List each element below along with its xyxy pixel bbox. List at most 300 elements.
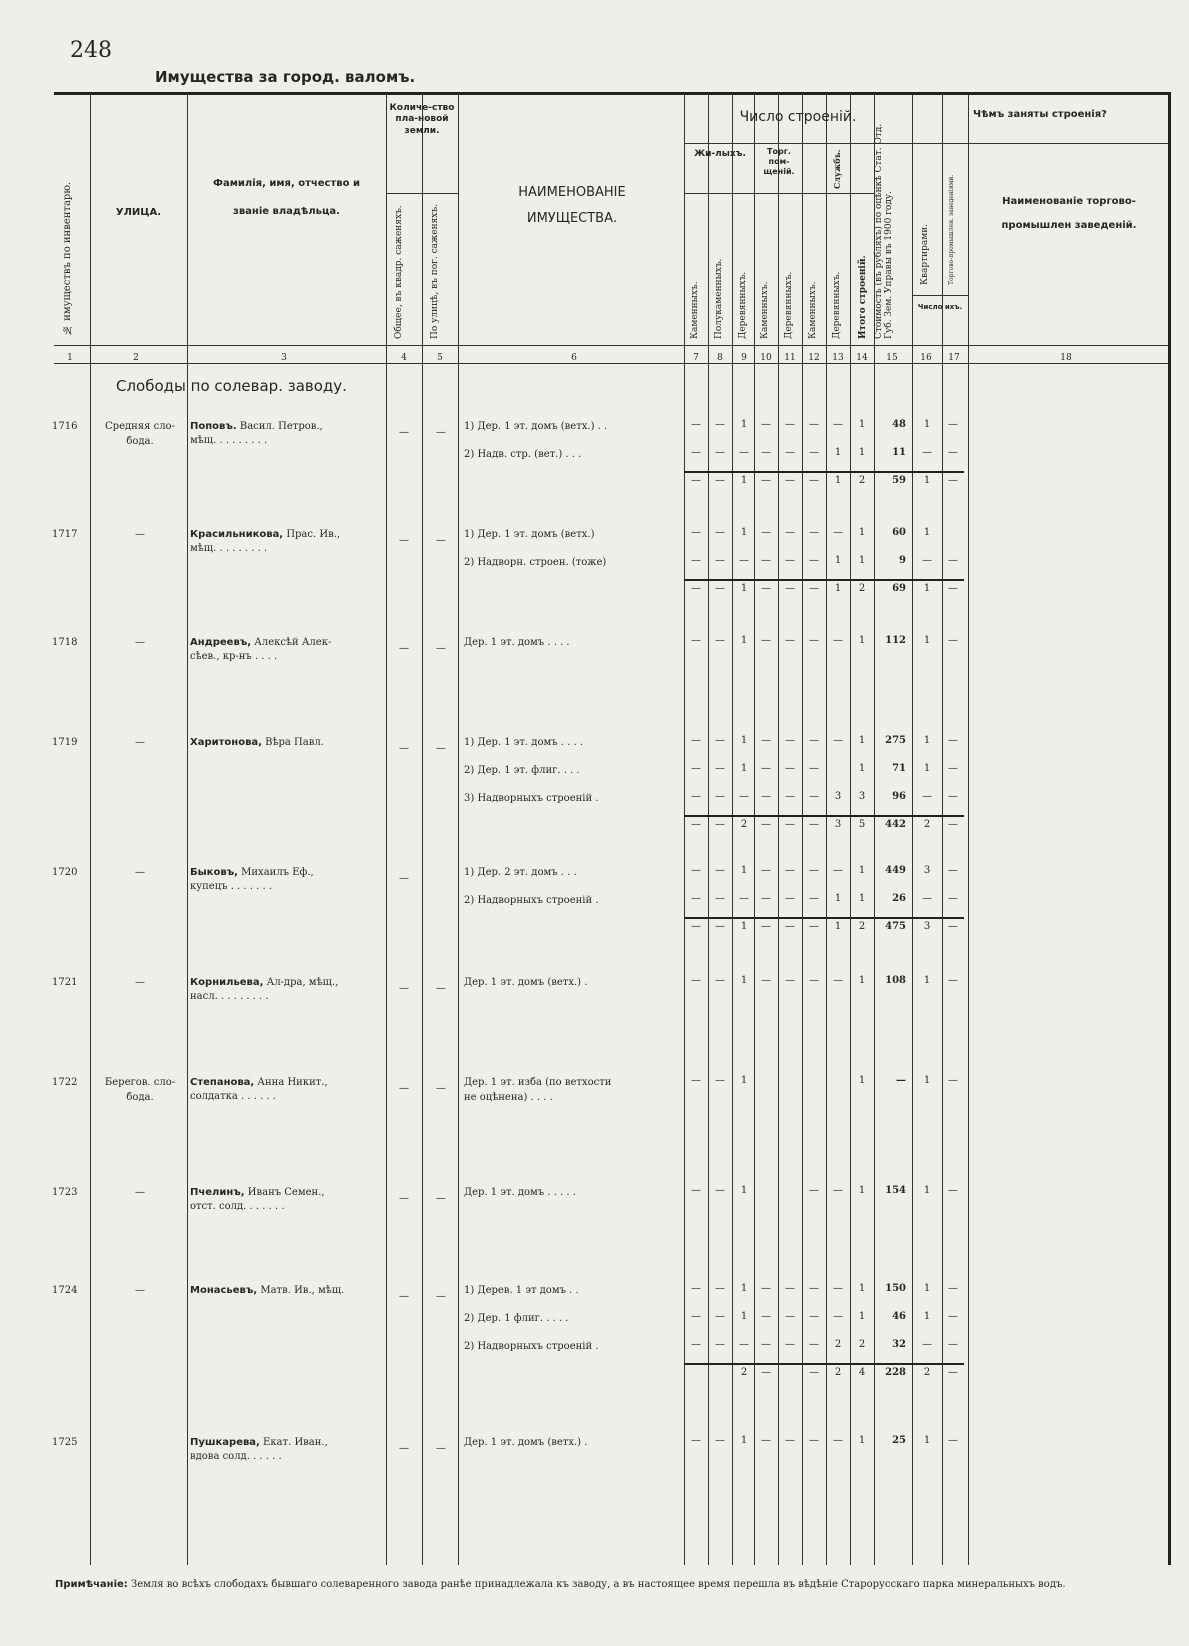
building-count: —	[691, 893, 701, 904]
building-count: 1	[740, 635, 748, 646]
building-count: 1	[740, 1185, 748, 1196]
property-value: 9	[899, 555, 906, 566]
building-count: —	[761, 1283, 771, 1294]
building-count: —	[691, 1311, 701, 1322]
column-number: 18	[1060, 353, 1072, 363]
inventory-number: 1725	[52, 1437, 78, 1448]
owner-title: сѣев., кр-нъ . . . .	[190, 651, 278, 662]
building-count: —	[715, 735, 725, 746]
land-street: —	[436, 1291, 446, 1302]
property-name: Дер. 1 эт. изба (по ветхости не оцѣнена) . . . .	[464, 1077, 612, 1103]
building-count: —	[761, 527, 771, 538]
apartments-count: 3	[923, 865, 931, 876]
building-count: —	[691, 975, 701, 986]
total-building-count: —	[809, 583, 819, 594]
building-count: —	[785, 893, 795, 904]
header-living: Жи-лыхъ.	[694, 149, 746, 159]
total-building-count: —	[809, 1367, 819, 1378]
owner-given-names: Анна Никит.,	[257, 1077, 328, 1088]
property-value: 48	[892, 419, 906, 430]
property-name: Дер. 1 эт. домъ (ветх.) .	[464, 977, 588, 988]
building-count: 1	[858, 865, 866, 876]
col-divider	[826, 95, 827, 1565]
building-count: —	[785, 735, 795, 746]
building-count: 1	[834, 447, 842, 458]
header-count-them: Число ихъ.	[917, 303, 963, 311]
owner-given-names: Ал-дра, мѣщ.,	[266, 977, 339, 988]
building-count: —	[833, 1185, 843, 1196]
building-count: —	[761, 447, 771, 458]
building-count: 1	[858, 527, 866, 538]
property-name: 2) Надворныхъ строеній .	[464, 1341, 599, 1352]
owner-name	[190, 1435, 384, 1450]
col-divider	[778, 95, 779, 1565]
building-count: 1	[858, 447, 866, 458]
building-count: —	[809, 893, 819, 904]
total-building-count: —	[785, 921, 795, 932]
total-line	[684, 1363, 964, 1365]
building-count: —	[715, 1435, 725, 1446]
trade-count: —	[948, 1311, 958, 1322]
section-title: Слободы по солевар. заводу.	[116, 377, 347, 395]
column-number: 17	[948, 353, 960, 363]
header-col12: Каменныхъ.	[808, 281, 818, 339]
building-count: —	[833, 1435, 843, 1446]
total-building-count: —	[691, 583, 701, 594]
owner-given-names: Иванъ Семен.,	[247, 1187, 325, 1198]
property-value: 112	[885, 635, 906, 646]
owner-given-names: Екат. Иван.,	[263, 1437, 328, 1448]
header-service: Службъ.	[832, 149, 842, 189]
land-total: —	[399, 1291, 409, 1302]
col-divider	[187, 95, 188, 1565]
owner-surname: Харитонова,	[190, 737, 262, 748]
building-count: —	[715, 1185, 725, 1196]
building-count: —	[809, 447, 819, 458]
total-building-count: 1	[740, 583, 748, 594]
property-value: 60	[892, 527, 906, 538]
col-divider	[912, 95, 913, 1565]
building-count: —	[691, 1435, 701, 1446]
trade-count: —	[948, 791, 958, 802]
header-col8: Полукаменныхъ.	[714, 258, 724, 339]
building-count: —	[691, 1283, 701, 1294]
total-building-count: —	[761, 921, 771, 932]
building-count: —	[809, 763, 819, 774]
apartments-count: —	[922, 1339, 932, 1350]
building-count: 1	[858, 1283, 866, 1294]
col-divider	[942, 95, 943, 1565]
building-count: 1	[740, 1311, 748, 1322]
building-count: —	[785, 635, 795, 646]
building-count: 1	[858, 1185, 866, 1196]
building-count: 1	[740, 527, 748, 538]
owner-given-names: Прас. Ив.,	[286, 529, 341, 540]
street-name: —	[135, 737, 145, 748]
total-building-count: 2	[858, 921, 866, 932]
apartments-count: 1	[923, 527, 931, 538]
owner-given-names: Михаилъ Еф.,	[241, 867, 314, 878]
land-total: —	[399, 1083, 409, 1094]
header-col9: Деревянныхъ.	[738, 271, 748, 339]
building-count: 2	[858, 1339, 866, 1350]
property-name: 2) Надв. стр. (вет.) . . .	[464, 449, 582, 460]
owner-given-names: Вѣра Павл.	[265, 737, 324, 748]
owner-title: вдова солд. . . . . .	[190, 1451, 282, 1462]
building-count: —	[785, 975, 795, 986]
building-count: —	[809, 1185, 819, 1196]
owner-title: мѣщ. . . . . . . . .	[190, 435, 268, 446]
apartments-count: —	[922, 447, 932, 458]
property-value: 154	[885, 1185, 906, 1196]
row-divider	[54, 345, 1168, 346]
property-value: 96	[892, 791, 906, 802]
land-street: —	[436, 1443, 446, 1454]
building-count: —	[715, 1283, 725, 1294]
apartments-count: 1	[923, 763, 931, 774]
total-value: 228	[885, 1367, 906, 1378]
building-count: —	[833, 865, 843, 876]
header-col13: Деревянныхъ.	[832, 271, 842, 339]
building-count: —	[833, 975, 843, 986]
owner-name	[190, 1185, 384, 1200]
owner-surname: Пушкарева,	[190, 1437, 260, 1448]
street-name: —	[135, 867, 145, 878]
apartments-count: 1	[923, 735, 931, 746]
owner-title: мѣщ. . . . . . . . .	[190, 543, 268, 554]
building-count: —	[715, 865, 725, 876]
building-count: —	[833, 1311, 843, 1322]
owner-surname: Степанова,	[190, 1077, 255, 1088]
inventory-number: 1720	[52, 867, 78, 878]
property-name: Дер. 1 эт. домъ . . . . .	[464, 1187, 576, 1198]
total-value: 59	[892, 475, 906, 486]
property-value: 275	[885, 735, 906, 746]
property-name: 1) Дер. 2 эт. домъ . . .	[464, 867, 577, 878]
property-name: 2) Дер. 1 флиг. . . . .	[464, 1313, 569, 1324]
building-count: 1	[740, 865, 748, 876]
building-count: —	[715, 975, 725, 986]
total-building-count: —	[785, 583, 795, 594]
trade-count: —	[948, 555, 958, 566]
building-count: —	[785, 527, 795, 538]
trade-count: —	[948, 735, 958, 746]
building-count: —	[761, 893, 771, 904]
apartments-count: 1	[923, 1075, 931, 1086]
total-building-count: —	[691, 475, 701, 486]
property-name: 2) Надворн. строен. (тоже)	[464, 557, 607, 568]
building-count: —	[809, 1435, 819, 1446]
total-value: 69	[892, 583, 906, 594]
building-count: 1	[740, 1435, 748, 1446]
total-building-count: —	[715, 819, 725, 830]
building-count: —	[809, 1283, 819, 1294]
footnote-label: Примѣчаніе:	[55, 1579, 128, 1590]
column-number: 9	[741, 353, 747, 363]
column-number: 3	[281, 353, 287, 363]
row-divider	[912, 143, 1168, 144]
building-count: —	[809, 419, 819, 430]
building-count: —	[739, 791, 749, 802]
building-count: 1	[858, 635, 866, 646]
building-count: 1	[858, 1311, 866, 1322]
street-name: Средняя сло- бода.	[105, 421, 175, 447]
total-building-count: 1	[834, 583, 842, 594]
land-total: —	[399, 743, 409, 754]
building-count: —	[715, 555, 725, 566]
header-col10: Каменныхъ.	[760, 281, 770, 339]
building-count: —	[761, 1311, 771, 1322]
ledger-table	[54, 92, 1171, 1565]
owner-title: насл. . . . . . . . .	[190, 991, 269, 1002]
building-count: —	[833, 419, 843, 430]
land-street: —	[436, 743, 446, 754]
total-building-count: —	[715, 475, 725, 486]
property-value: 25	[892, 1435, 906, 1446]
building-count: 1	[834, 555, 842, 566]
building-count: —	[785, 1283, 795, 1294]
total-building-count: —	[691, 819, 701, 830]
property-value: 108	[885, 975, 906, 986]
owner-title: купецъ . . . . . . .	[190, 881, 273, 892]
building-count: —	[715, 527, 725, 538]
inventory-number: 1724	[52, 1285, 78, 1296]
total-building-count: 2	[858, 583, 866, 594]
street-name: —	[135, 637, 145, 648]
land-street: —	[436, 1083, 446, 1094]
building-count: —	[833, 735, 843, 746]
row-divider	[54, 363, 1168, 364]
total-apartments: 3	[923, 921, 931, 932]
header-occupied: Чѣмъ заняты строенія?	[973, 109, 1107, 120]
owner-given-names: Матв. Ив., мѣщ.	[260, 1285, 345, 1296]
land-street: —	[436, 1193, 446, 1204]
total-line	[684, 917, 964, 919]
owner-surname: Пчелинъ,	[190, 1187, 245, 1198]
building-count: —	[809, 1339, 819, 1350]
owner-surname: Андреевъ,	[190, 637, 252, 648]
total-building-count: 5	[858, 819, 866, 830]
col-divider	[422, 95, 423, 1565]
trade-count: —	[948, 893, 958, 904]
building-count: —	[761, 419, 771, 430]
column-number: 16	[920, 353, 932, 363]
building-count: —	[691, 791, 701, 802]
total-building-count: —	[809, 921, 819, 932]
header-col14: Итого строеній.	[858, 255, 868, 339]
col-divider	[850, 95, 851, 1565]
apartments-count: 1	[923, 1185, 931, 1196]
building-count: —	[785, 791, 795, 802]
total-line	[684, 815, 964, 817]
total-value: 475	[885, 921, 906, 932]
building-count: —	[833, 635, 843, 646]
trade-count: —	[948, 1075, 958, 1086]
owner-name	[190, 419, 384, 434]
owner-name	[190, 1283, 384, 1298]
land-street: —	[436, 643, 446, 654]
owner-name	[190, 527, 384, 542]
apartments-count: 1	[923, 635, 931, 646]
building-count: —	[739, 893, 749, 904]
total-building-count: —	[809, 475, 819, 486]
building-count: —	[715, 1311, 725, 1322]
trade-count: —	[948, 635, 958, 646]
total-building-count: 3	[834, 819, 842, 830]
property-value: 32	[892, 1339, 906, 1350]
inventory-number: 1718	[52, 637, 78, 648]
total-building-count: 2	[834, 1367, 842, 1378]
property-name: 1) Дер. 1 эт. домъ (ветх.)	[464, 529, 595, 540]
trade-count: —	[948, 419, 958, 430]
building-count: —	[691, 447, 701, 458]
col-divider	[754, 95, 755, 1565]
building-count: —	[715, 447, 725, 458]
building-count: —	[739, 555, 749, 566]
land-street: —	[436, 427, 446, 438]
apartments-count: 1	[923, 1311, 931, 1322]
property-name: 2) Надворныхъ строеній .	[464, 895, 599, 906]
total-building-count: —	[691, 921, 701, 932]
building-count: —	[785, 419, 795, 430]
total-building-count: —	[809, 819, 819, 830]
building-count: 1	[858, 735, 866, 746]
column-number: 10	[760, 353, 772, 363]
header-land-street: По улицѣ, въ пог. саженяхъ.	[430, 204, 440, 339]
column-number: 14	[856, 353, 868, 363]
owner-name	[190, 1075, 384, 1090]
building-count: —	[809, 1311, 819, 1322]
building-count: —	[761, 635, 771, 646]
page-number: 248	[70, 38, 112, 63]
page-heading: Имущества за город. валомъ.	[155, 68, 416, 86]
column-number: 1	[67, 353, 73, 363]
building-count: —	[809, 555, 819, 566]
total-apartments: 2	[923, 819, 931, 830]
building-count: —	[739, 447, 749, 458]
header-land: Количе-ство пла-новой земли.	[389, 103, 455, 136]
land-total: —	[399, 1443, 409, 1454]
building-count: —	[785, 555, 795, 566]
property-name: 1) Дер. 1 эт. домъ (ветх.) . .	[464, 421, 608, 432]
building-count: —	[761, 1435, 771, 1446]
total-building-count: —	[715, 921, 725, 932]
total-building-count: 1	[834, 475, 842, 486]
owner-surname: Быковъ,	[190, 867, 238, 878]
building-count: 1	[858, 975, 866, 986]
owner-surname: Корнильева,	[190, 977, 264, 988]
total-building-count: 1	[834, 921, 842, 932]
building-count: 1	[858, 555, 866, 566]
building-count: —	[715, 635, 725, 646]
total-apartments: 1	[923, 583, 931, 594]
header-col16: Квартирами.	[920, 223, 930, 285]
street-name: —	[135, 1187, 145, 1198]
building-count: 1	[858, 1435, 866, 1446]
street-name: —	[135, 977, 145, 988]
building-count: —	[785, 763, 795, 774]
trade-count: —	[948, 1185, 958, 1196]
trade-count: —	[948, 865, 958, 876]
apartments-count: 1	[923, 1283, 931, 1294]
building-count: 2	[834, 1339, 842, 1350]
owner-title: солдатка . . . . . .	[190, 1091, 276, 1102]
property-name: 1) Дер. 1 эт. домъ . . . .	[464, 737, 584, 748]
building-count: —	[691, 1185, 701, 1196]
property-value: 449	[885, 865, 906, 876]
street-name: —	[135, 1285, 145, 1296]
building-count: —	[691, 1339, 701, 1350]
land-street: —	[436, 983, 446, 994]
property-value: —	[896, 1075, 906, 1086]
apartments-count: —	[922, 555, 932, 566]
building-count: 1	[740, 975, 748, 986]
trade-count: —	[948, 975, 958, 986]
building-count: —	[809, 791, 819, 802]
property-name: Дер. 1 эт. домъ (ветх.) .	[464, 1437, 588, 1448]
row-divider	[386, 193, 458, 194]
header-col15: Стоимость (въ рубляхъ) по оцѣнкѣ Стат. Отд. Губ. Зем. Управы въ 1900 году.	[874, 123, 894, 339]
inventory-number: 1719	[52, 737, 78, 748]
col-divider	[90, 95, 91, 1565]
total-building-count: 2	[858, 475, 866, 486]
total-apartments: 2	[923, 1367, 931, 1378]
total-building-count: —	[715, 583, 725, 594]
property-value: 71	[892, 763, 906, 774]
total-building-count: 1	[740, 475, 748, 486]
property-name: 3) Надворныхъ строеній .	[464, 793, 599, 804]
total-building-count: 4	[858, 1367, 866, 1378]
apartments-count: —	[922, 893, 932, 904]
building-count: —	[739, 1339, 749, 1350]
building-count: 1	[740, 1283, 748, 1294]
property-name: 1) Дерев. 1 эт домъ . .	[464, 1285, 579, 1296]
apartments-count: —	[922, 791, 932, 802]
owner-surname: Красильникова,	[190, 529, 284, 540]
inventory-number: 1721	[52, 977, 78, 988]
building-count: 1	[740, 763, 748, 774]
col-divider	[968, 95, 969, 1565]
col-divider	[708, 95, 709, 1565]
building-count: —	[761, 791, 771, 802]
building-count: 1	[858, 893, 866, 904]
header-land-total: Общее, въ квадр. саженяхъ.	[394, 205, 404, 339]
col-divider	[684, 95, 685, 1565]
header-col7: Каменныхъ.	[690, 281, 700, 339]
total-trade: —	[948, 819, 958, 830]
building-count: —	[715, 791, 725, 802]
building-count: —	[691, 763, 701, 774]
total-building-count: —	[761, 583, 771, 594]
apartments-count: 1	[923, 419, 931, 430]
building-count: —	[761, 735, 771, 746]
owner-surname: Монасьевъ,	[190, 1285, 258, 1296]
building-count: —	[809, 527, 819, 538]
building-count: 1	[858, 1075, 866, 1086]
building-count: —	[833, 527, 843, 538]
header-col18: Наименованіе торгово-промышлен заведеній.	[1001, 196, 1137, 231]
header-street: УЛИЦА.	[115, 207, 162, 218]
column-number: 4	[401, 353, 407, 363]
column-number: 12	[808, 353, 820, 363]
building-count: —	[833, 1283, 843, 1294]
building-count: 3	[858, 791, 866, 802]
trade-count: —	[948, 1339, 958, 1350]
header-col11: Деревянныхъ.	[784, 271, 794, 339]
building-count: —	[761, 1339, 771, 1350]
building-count: —	[809, 975, 819, 986]
property-value: 11	[892, 447, 906, 458]
